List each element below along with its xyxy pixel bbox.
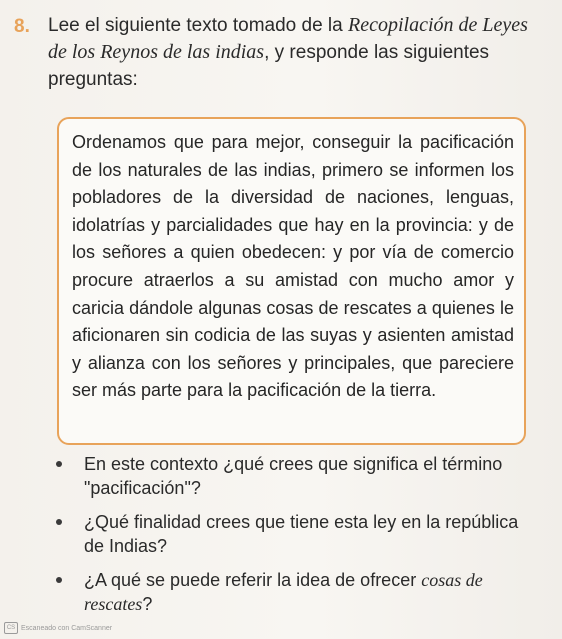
quote-text: Ordenamos que para mejor, conseguir la pacificación de los naturales de las indias, primero se informen los pobladores de la diversidad de naciones, lenguas, idolatrías y parcialidades que hay en la provincia: y de los señores a quien obedecen: y por vía de comercio procure atraerlos a su amistad con mucho amor y caricia dándole algunas cosas de rescates a quienes le aficionaren sin codicia de las suyas y asienten amistad y alianza con los señores y principales, que pareciere ser más parte para la pacificación de la tierra. bbox=[72, 132, 514, 401]
question-list bbox=[56, 452, 532, 626]
question-item-1 bbox=[56, 452, 532, 500]
question-intro bbox=[48, 12, 538, 93]
question-item-3 bbox=[56, 568, 532, 616]
question-item-text: ¿Qué finalidad crees que tiene esta ley en la república de Indias? bbox=[84, 512, 519, 556]
question-item-italic: cosas de rescates bbox=[84, 570, 483, 614]
intro-source-title: Recopilación de Leyes de los Reynos de las indias bbox=[48, 14, 528, 63]
intro-text-after: , y responde las siguientes preguntas: bbox=[48, 42, 490, 90]
bullet-icon bbox=[56, 461, 62, 467]
watermark-text: Escaneado con CamScanner bbox=[21, 624, 113, 632]
question-item-text-before: ¿A qué se puede referir la idea de ofrecer bbox=[84, 570, 422, 590]
bullet-icon bbox=[56, 519, 62, 525]
bullet-icon bbox=[56, 577, 62, 583]
question-number: 8. bbox=[14, 16, 30, 37]
scanner-watermark bbox=[4, 622, 112, 634]
question-item-text: En este contexto ¿qué crees que significa el término "pacificación"? bbox=[84, 454, 503, 498]
question-item-text-after: ? bbox=[142, 594, 153, 614]
intro-text-before: Lee el siguiente texto tomado de la bbox=[48, 15, 348, 36]
camscanner-logo-icon: CS bbox=[4, 622, 18, 634]
question-item-2 bbox=[56, 510, 532, 558]
